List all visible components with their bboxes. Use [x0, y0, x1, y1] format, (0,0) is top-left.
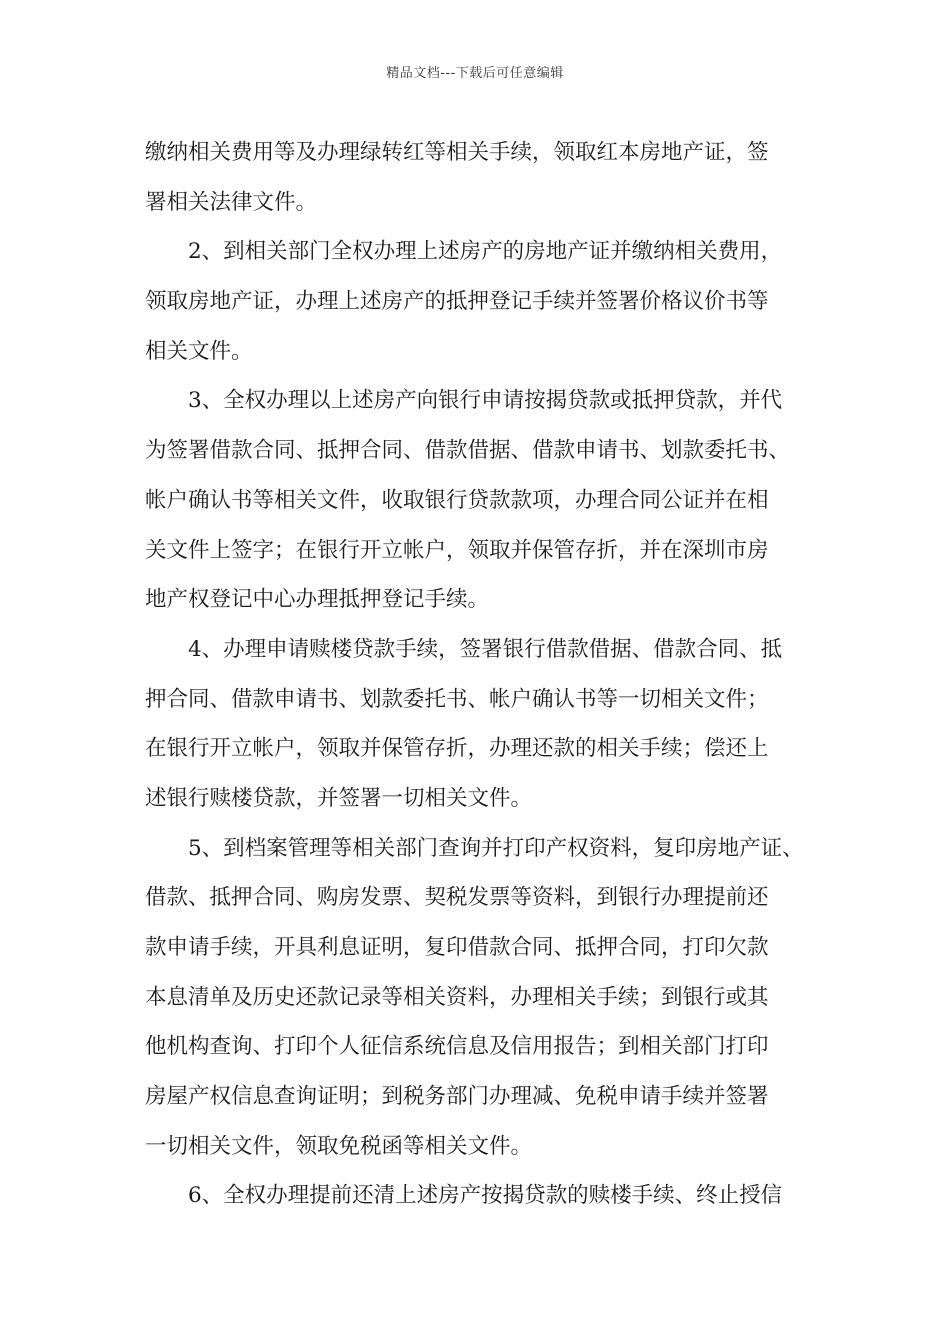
text-line: 在银行开立帐户，领取并保管存折，办理还款的相关手续；偿还上: [145, 736, 769, 762]
text-line: 5、到档案管理等相关部门查询并打印产权资料，复印房地产证、: [145, 835, 804, 861]
text-line: 地产权登记中心办理抵押登记手续。: [145, 587, 490, 613]
document-body: [145, 128, 835, 1221]
text-line: 押合同、借款申请书、划款委托书、帐户确认书等一切相关文件；: [145, 686, 769, 712]
text-line: 相关文件。: [145, 338, 253, 364]
text-line: 述银行赎楼贷款，并签署一切相关文件。: [145, 785, 533, 811]
text-line: 4、办理申请赎楼贷款手续，签署银行借款借据、借款合同、抵: [145, 636, 783, 662]
page-header: 精品文档---下载后可任意编辑: [386, 66, 564, 81]
text-line: 2、到相关部门全权办理上述房产的房地产证并缴纳相关费用，: [145, 239, 783, 265]
text-line: 借款、抵押合同、购房发票、契税发票等资料，到银行办理提前还: [145, 885, 769, 911]
text-line: 6、全权办理提前还清上述房产按揭贷款的赎楼手续、终止授信: [145, 1183, 783, 1209]
text-line: 一切相关文件，领取免税函等相关文件。: [145, 1133, 533, 1159]
text-line: 帐户确认书等相关文件，收取银行贷款款项，办理合同公证并在相: [145, 487, 769, 513]
text-line: 领取房地产证，办理上述房产的抵押登记手续并签署价格议价书等: [145, 289, 769, 315]
text-line: 款申请手续，开具利息证明，复印借款合同、抵押合同，打印欠款: [145, 935, 769, 960]
text-line: 3、全权办理以上述房产向银行申请按揭贷款或抵押贷款，并代: [145, 388, 783, 414]
text-line: 为签署借款合同、抵押合同、借款借据、借款申请书、划款委托书、: [145, 438, 791, 464]
text-line: 他机构查询、打印个人征信系统信息及信用报告；到相关部门打印: [145, 1034, 769, 1060]
text-line: 房屋产权信息查询证明；到税务部门办理减、免税申请手续并签署: [145, 1084, 769, 1110]
text-line: 署相关法律文件。: [145, 189, 318, 215]
text-line: 缴纳相关费用等及办理绿转红等相关手续，领取红本房地产证，签: [145, 140, 769, 165]
text-line: 关文件上签字；在银行开立帐户，领取并保管存折，并在深圳市房: [145, 537, 769, 563]
text-line: 本息清单及历史还款记录等相关资料，办理相关手续；到银行或其: [145, 984, 769, 1010]
